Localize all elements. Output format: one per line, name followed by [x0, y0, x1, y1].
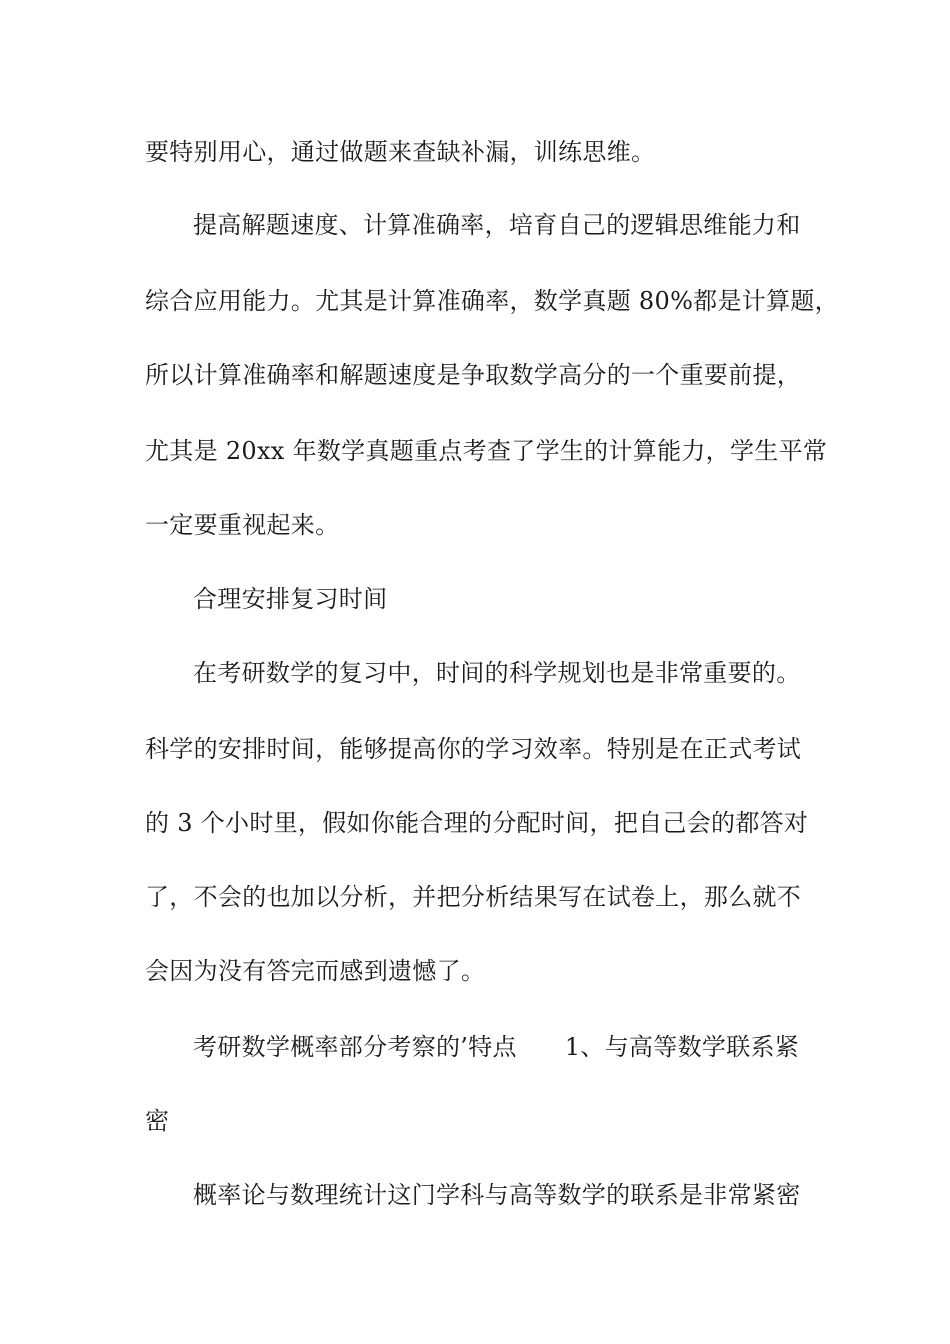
- paragraph-start: 提高解题速度、计算准确率，培育自己的逻辑思维能力和: [193, 211, 801, 239]
- text-line: 密: [145, 1107, 170, 1135]
- heading-right: 1、与高等数学联系紧: [564, 1033, 800, 1061]
- text-line: 综合应用能力。尤其是计算准确率，数学真题 80%都是计算题，: [145, 287, 839, 315]
- section-heading: 合理安排复习时间: [193, 585, 388, 613]
- text-line: 的 3 个小时里，假如你能合理的分配时间，把自己会的都答对: [145, 809, 809, 837]
- text-line: 要特别用心，通过做题来查缺补漏，训练思维。: [145, 138, 656, 166]
- section-heading-line: [193, 1032, 799, 1062]
- text-line: 了，不会的也加以分析，并把分析结果写在试卷上，那么就不: [145, 883, 802, 911]
- text-line: 尤其是 20xx 年数学真题重点考查了学生的计算能力，学生平常: [145, 437, 828, 465]
- heading-left: 考研数学概率部分考察的’特点: [193, 1033, 517, 1061]
- paragraph-start: 在考研数学的复习中，时间的科学规划也是非常重要的。: [193, 659, 801, 687]
- text-line: 所以计算准确率和解题速度是争取数学高分的一个重要前提，: [145, 361, 802, 389]
- text-line: 科学的安排时间，能够提高你的学习效率。特别是在正式考试: [145, 735, 802, 763]
- text-line: 一定要重视起来。: [145, 511, 340, 539]
- text-line: 会因为没有答完而感到遗憾了。: [145, 957, 486, 985]
- paragraph-start: 概率论与数理统计这门学科与高等数学的联系是非常紧密: [193, 1181, 801, 1209]
